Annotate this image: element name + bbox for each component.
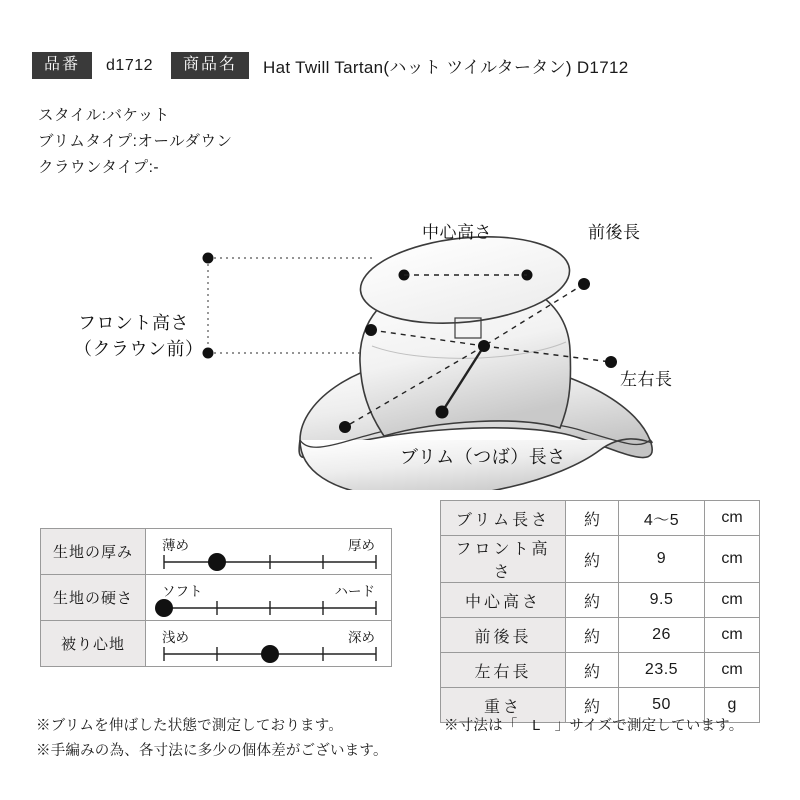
- meas-approx-1: 約: [566, 536, 619, 583]
- table-row: [41, 575, 392, 621]
- scale-track-fit: [146, 643, 394, 665]
- feel-label-thickness: 生地の厚み: [41, 529, 146, 575]
- label-brim-length: ブリム（つば）長さ: [400, 447, 566, 467]
- feel-scale-right-thickness: 厚め: [348, 538, 375, 553]
- feel-scale-left-fit: 浅め: [162, 630, 189, 645]
- table-row: [441, 618, 760, 653]
- meas-unit-5: g: [705, 688, 760, 723]
- meas-value-3: 26: [619, 618, 705, 653]
- meas-approx-4: 約: [566, 653, 619, 688]
- product-name-value: Hat Twill Tartan(ハット ツイルタータン) D1712: [263, 58, 629, 77]
- label-front-height-line2: （クラウン前）: [74, 339, 204, 359]
- spec-brim-type: ブリムタイプ:オールダウン: [38, 133, 233, 150]
- meas-unit-3: cm: [705, 618, 760, 653]
- meas-unit-1: cm: [705, 536, 760, 583]
- feel-scale-left-thickness: 薄め: [162, 538, 189, 553]
- meas-name-2: 中心高さ: [441, 583, 566, 618]
- meas-value-5: 50: [619, 688, 705, 723]
- product-code-value: d1712: [106, 56, 154, 74]
- feel-scale-hardness: [146, 575, 392, 621]
- meas-approx-5: 約: [566, 688, 619, 723]
- spec-crown-type: クラウンタイプ:-: [38, 159, 160, 176]
- meas-value-1: 9: [619, 536, 705, 583]
- product-code-label: 品番: [32, 52, 92, 79]
- table-row: [441, 653, 760, 688]
- meas-unit-0: cm: [705, 501, 760, 536]
- product-name-label: 商品名: [171, 52, 249, 79]
- feel-scale-fit: [146, 621, 392, 667]
- table-row: [41, 621, 392, 667]
- note-handmade: ※手編みの為、各寸法に多少の個体差がございます。: [36, 743, 388, 759]
- meas-unit-2: cm: [705, 583, 760, 618]
- meas-approx-0: 約: [566, 501, 619, 536]
- label-front-height-line1: フロント高さ: [78, 313, 189, 333]
- table-row: [441, 536, 760, 583]
- scale-track-hardness: [146, 597, 394, 619]
- meas-name-4: 左右長: [441, 653, 566, 688]
- product-header: [32, 52, 628, 79]
- meas-approx-3: 約: [566, 618, 619, 653]
- table-row: [441, 501, 760, 536]
- meas-unit-4: cm: [705, 653, 760, 688]
- feel-scale-right-hardness: ハード: [334, 584, 375, 599]
- notes-left: [36, 714, 388, 764]
- hat-measurement-diagram: [0, 150, 800, 490]
- feel-label-hardness: 生地の硬さ: [41, 575, 146, 621]
- feel-scale-thickness: [146, 529, 392, 575]
- scale-track-thickness: [146, 551, 394, 573]
- meas-value-0: 4〜5: [619, 501, 705, 536]
- meas-name-5: 重さ: [441, 688, 566, 723]
- label-left-right-length: 左右長: [620, 370, 673, 389]
- meas-name-0: ブリム長さ: [441, 501, 566, 536]
- feel-scale-left-hardness: ソフト: [162, 584, 203, 599]
- note-brim-measure: ※ブリムを伸ばした状態で測定しております。: [36, 718, 343, 734]
- note-size: ※寸法は「 L 」サイズで測定しています。: [444, 718, 744, 734]
- meas-value-2: 9.5: [619, 583, 705, 618]
- meas-name-3: 前後長: [441, 618, 566, 653]
- table-row: [441, 583, 760, 618]
- meas-approx-2: 約: [566, 583, 619, 618]
- measurement-table: [440, 500, 760, 723]
- feel-label-fit: 被り心地: [41, 621, 146, 667]
- meas-value-4: 23.5: [619, 653, 705, 688]
- label-center-height: 中心高さ: [422, 223, 492, 242]
- label-front-back-length: 前後長: [588, 223, 641, 242]
- table-row: [41, 529, 392, 575]
- meas-name-1: フロント高さ: [441, 536, 566, 583]
- feel-scale-right-fit: 深め: [348, 630, 375, 645]
- spec-style: スタイル:バケット: [38, 107, 170, 124]
- feel-rating-table: [40, 528, 392, 667]
